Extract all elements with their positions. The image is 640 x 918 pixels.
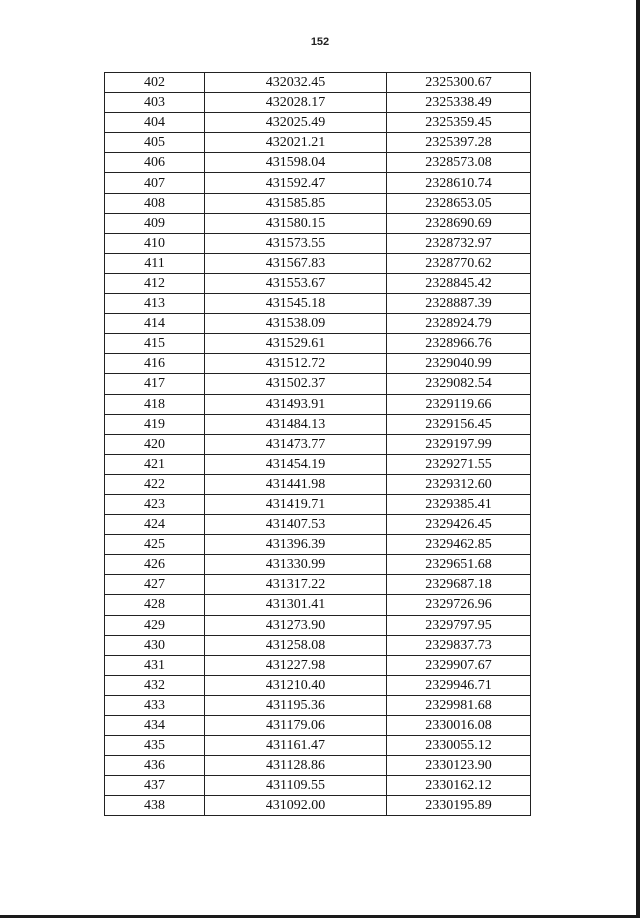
point-id-cell: 402: [105, 73, 205, 93]
x-coordinate-cell: 432028.17: [205, 93, 387, 113]
table-row: [105, 595, 531, 615]
y-coordinate-cell: 2328573.08: [387, 153, 531, 173]
y-coordinate-cell: 2329156.45: [387, 414, 531, 434]
x-coordinate-cell: 431161.47: [205, 736, 387, 756]
table-row: [105, 615, 531, 635]
table-row: [105, 736, 531, 756]
y-coordinate-cell: 2328690.69: [387, 213, 531, 233]
x-coordinate-cell: 431258.08: [205, 635, 387, 655]
y-coordinate-cell: 2329907.67: [387, 655, 531, 675]
coordinate-table-body: [105, 73, 531, 816]
x-coordinate-cell: 431573.55: [205, 233, 387, 253]
point-id-cell: 428: [105, 595, 205, 615]
x-coordinate-cell: 431273.90: [205, 615, 387, 635]
x-coordinate-cell: 431512.72: [205, 354, 387, 374]
table-row: [105, 695, 531, 715]
y-coordinate-cell: 2325359.45: [387, 113, 531, 133]
point-id-cell: 411: [105, 253, 205, 273]
x-coordinate-cell: 431598.04: [205, 153, 387, 173]
y-coordinate-cell: 2329797.95: [387, 615, 531, 635]
x-coordinate-cell: 431592.47: [205, 173, 387, 193]
x-coordinate-cell: 431567.83: [205, 253, 387, 273]
table-row: [105, 233, 531, 253]
y-coordinate-cell: 2329426.45: [387, 515, 531, 535]
x-coordinate-cell: 431545.18: [205, 294, 387, 314]
x-coordinate-cell: 431092.00: [205, 796, 387, 816]
y-coordinate-cell: 2329726.96: [387, 595, 531, 615]
x-coordinate-cell: 431553.67: [205, 273, 387, 293]
y-coordinate-cell: 2330016.08: [387, 716, 531, 736]
table-row: [105, 334, 531, 354]
point-id-cell: 419: [105, 414, 205, 434]
x-coordinate-cell: 431301.41: [205, 595, 387, 615]
y-coordinate-cell: 2325338.49: [387, 93, 531, 113]
point-id-cell: 434: [105, 716, 205, 736]
point-id-cell: 406: [105, 153, 205, 173]
point-id-cell: 433: [105, 695, 205, 715]
point-id-cell: 410: [105, 233, 205, 253]
point-id-cell: 437: [105, 776, 205, 796]
x-coordinate-cell: 431210.40: [205, 675, 387, 695]
table-row: [105, 494, 531, 514]
table-row: [105, 635, 531, 655]
point-id-cell: 431: [105, 655, 205, 675]
x-coordinate-cell: 431109.55: [205, 776, 387, 796]
y-coordinate-cell: 2325397.28: [387, 133, 531, 153]
coordinate-table: [104, 72, 531, 816]
table-row: [105, 253, 531, 273]
table-row: [105, 314, 531, 334]
point-id-cell: 415: [105, 334, 205, 354]
table-row: [105, 73, 531, 93]
page-edge-right: [636, 0, 640, 918]
table-row: [105, 555, 531, 575]
x-coordinate-cell: 431195.36: [205, 695, 387, 715]
point-id-cell: 426: [105, 555, 205, 575]
x-coordinate-cell: 432025.49: [205, 113, 387, 133]
page-number: 152: [310, 36, 330, 48]
table-row: [105, 273, 531, 293]
x-coordinate-cell: 431484.13: [205, 414, 387, 434]
y-coordinate-cell: 2328845.42: [387, 273, 531, 293]
x-coordinate-cell: 431330.99: [205, 555, 387, 575]
point-id-cell: 432: [105, 675, 205, 695]
table-row: [105, 133, 531, 153]
point-id-cell: 405: [105, 133, 205, 153]
point-id-cell: 417: [105, 374, 205, 394]
point-id-cell: 413: [105, 294, 205, 314]
y-coordinate-cell: 2329462.85: [387, 535, 531, 555]
y-coordinate-cell: 2328924.79: [387, 314, 531, 334]
point-id-cell: 438: [105, 796, 205, 816]
table-row: [105, 113, 531, 133]
x-coordinate-cell: 431473.77: [205, 434, 387, 454]
table-row: [105, 394, 531, 414]
table-row: [105, 374, 531, 394]
y-coordinate-cell: 2329837.73: [387, 635, 531, 655]
y-coordinate-cell: 2330055.12: [387, 736, 531, 756]
point-id-cell: 416: [105, 354, 205, 374]
x-coordinate-cell: 431529.61: [205, 334, 387, 354]
table-row: [105, 535, 531, 555]
table-row: [105, 173, 531, 193]
point-id-cell: 408: [105, 193, 205, 213]
y-coordinate-cell: 2329946.71: [387, 675, 531, 695]
table-row: [105, 414, 531, 434]
x-coordinate-cell: 431454.19: [205, 454, 387, 474]
y-coordinate-cell: 2329981.68: [387, 695, 531, 715]
y-coordinate-cell: 2328770.62: [387, 253, 531, 273]
y-coordinate-cell: 2329082.54: [387, 374, 531, 394]
x-coordinate-cell: 431493.91: [205, 394, 387, 414]
table-row: [105, 454, 531, 474]
point-id-cell: 427: [105, 575, 205, 595]
x-coordinate-cell: 431227.98: [205, 655, 387, 675]
y-coordinate-cell: 2329197.99: [387, 434, 531, 454]
x-coordinate-cell: 431407.53: [205, 515, 387, 535]
table-row: [105, 515, 531, 535]
y-coordinate-cell: 2328887.39: [387, 294, 531, 314]
x-coordinate-cell: 432032.45: [205, 73, 387, 93]
x-coordinate-cell: 431317.22: [205, 575, 387, 595]
point-id-cell: 435: [105, 736, 205, 756]
table-row: [105, 756, 531, 776]
point-id-cell: 404: [105, 113, 205, 133]
x-coordinate-cell: 431502.37: [205, 374, 387, 394]
table-row: [105, 675, 531, 695]
table-row: [105, 93, 531, 113]
point-id-cell: 421: [105, 454, 205, 474]
x-coordinate-cell: 431128.86: [205, 756, 387, 776]
y-coordinate-cell: 2328732.97: [387, 233, 531, 253]
y-coordinate-cell: 2330123.90: [387, 756, 531, 776]
table-row: [105, 294, 531, 314]
table-row: [105, 796, 531, 816]
table-row: [105, 193, 531, 213]
x-coordinate-cell: 431419.71: [205, 494, 387, 514]
point-id-cell: 429: [105, 615, 205, 635]
x-coordinate-cell: 432021.21: [205, 133, 387, 153]
table-row: [105, 213, 531, 233]
y-coordinate-cell: 2329687.18: [387, 575, 531, 595]
point-id-cell: 422: [105, 474, 205, 494]
y-coordinate-cell: 2329271.55: [387, 454, 531, 474]
point-id-cell: 425: [105, 535, 205, 555]
table-row: [105, 575, 531, 595]
y-coordinate-cell: 2329312.60: [387, 474, 531, 494]
table-row: [105, 434, 531, 454]
table-row: [105, 776, 531, 796]
y-coordinate-cell: 2329651.68: [387, 555, 531, 575]
table-row: [105, 655, 531, 675]
y-coordinate-cell: 2328610.74: [387, 173, 531, 193]
table-row: [105, 354, 531, 374]
y-coordinate-cell: 2325300.67: [387, 73, 531, 93]
table-row: [105, 153, 531, 173]
x-coordinate-cell: 431538.09: [205, 314, 387, 334]
point-id-cell: 412: [105, 273, 205, 293]
point-id-cell: 420: [105, 434, 205, 454]
y-coordinate-cell: 2328653.05: [387, 193, 531, 213]
y-coordinate-cell: 2329040.99: [387, 354, 531, 374]
x-coordinate-cell: 431179.06: [205, 716, 387, 736]
point-id-cell: 430: [105, 635, 205, 655]
table-row: [105, 716, 531, 736]
y-coordinate-cell: 2328966.76: [387, 334, 531, 354]
point-id-cell: 409: [105, 213, 205, 233]
y-coordinate-cell: 2330162.12: [387, 776, 531, 796]
x-coordinate-cell: 431396.39: [205, 535, 387, 555]
point-id-cell: 418: [105, 394, 205, 414]
point-id-cell: 423: [105, 494, 205, 514]
point-id-cell: 407: [105, 173, 205, 193]
point-id-cell: 414: [105, 314, 205, 334]
point-id-cell: 436: [105, 756, 205, 776]
x-coordinate-cell: 431580.15: [205, 213, 387, 233]
point-id-cell: 403: [105, 93, 205, 113]
y-coordinate-cell: 2330195.89: [387, 796, 531, 816]
x-coordinate-cell: 431585.85: [205, 193, 387, 213]
point-id-cell: 424: [105, 515, 205, 535]
table-row: [105, 474, 531, 494]
y-coordinate-cell: 2329385.41: [387, 494, 531, 514]
x-coordinate-cell: 431441.98: [205, 474, 387, 494]
y-coordinate-cell: 2329119.66: [387, 394, 531, 414]
